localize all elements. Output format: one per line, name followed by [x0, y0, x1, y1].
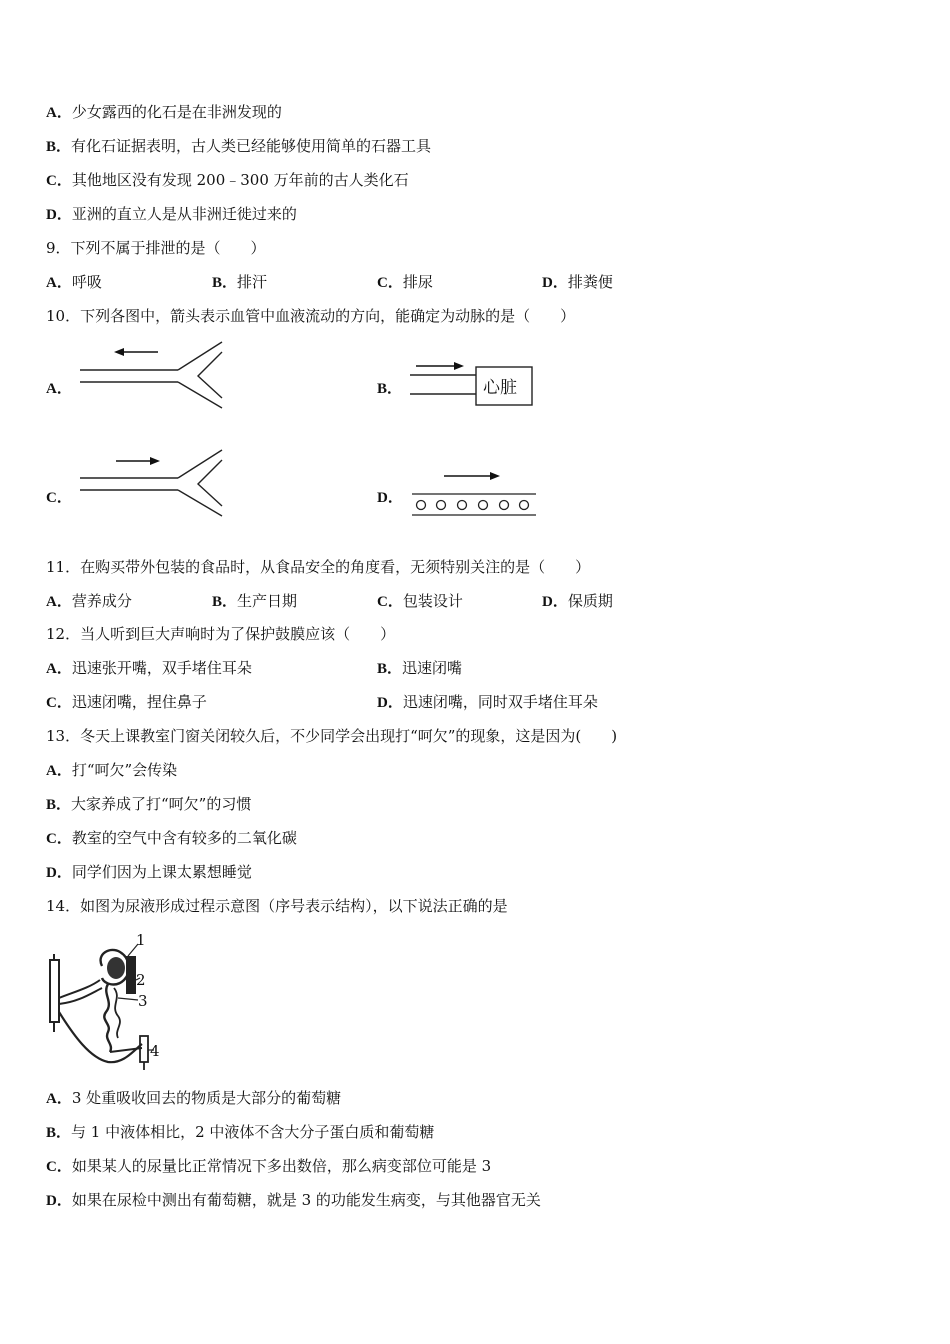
q8-option-d: D．亚洲的直立人是从非洲迁徙过来的: [46, 205, 297, 223]
q10-stem: 10．下列各图中，箭头表示血管中血液流动的方向，能确定为动脉的是（ ）: [46, 307, 576, 325]
q13-option-c: C．教室的空气中含有较多的二氧化碳: [46, 829, 297, 847]
q13-stem: 13．冬天上课教室门窗关闭较久后，不少同学会出现打“呵欠”的现象，这是因为( ): [46, 727, 618, 745]
q8-option-c: C．其他地区没有发现 200﹣300 万年前的古人类化石: [46, 171, 409, 189]
q11-option-c: C．包装设计: [377, 592, 463, 610]
nephron-label-2: 2: [136, 971, 146, 989]
q12-option-b: B．迅速闭嘴: [377, 659, 463, 677]
q11-stem: 11．在购买带外包装的食品时，从食品安全的角度看，无须特别关注的是（ ）: [46, 558, 591, 576]
q14-stem: 14．如图为尿液形成过程示意图（序号表示结构），以下说法正确的是: [46, 897, 508, 915]
q11-option-b: B．生产日期: [212, 592, 298, 610]
q11-option-d: D．保质期: [542, 592, 613, 610]
q14-option-a: A．3 处重吸收回去的物质是大部分的葡萄糖: [46, 1089, 342, 1107]
q14-option-c: C．如果某人的尿量比正常情况下多出数倍，那么病变部位可能是 3: [46, 1157, 492, 1175]
q9-option-d: D．排粪便: [542, 273, 613, 291]
q10-figure-a: [76, 340, 236, 410]
q12-stem: 12．当人听到巨大声响时为了保护鼓膜应该（ ）: [46, 625, 396, 643]
q13-option-a: A．打“呵欠”会传染: [46, 761, 178, 779]
nephron-label-1: 1: [136, 931, 146, 949]
q14-option-b: B．与 1 中液体相比，2 中液体不含大分子蛋白质和葡萄糖: [46, 1123, 435, 1141]
q10-label-a: A．: [46, 381, 72, 397]
q9-option-b: B．排汗: [212, 273, 268, 291]
q12-option-c: C．迅速闭嘴，捏住鼻子: [46, 693, 207, 711]
q8-option-a: A．少女露西的化石是在非洲发现的: [46, 103, 282, 121]
q8-option-b: B．有化石证据表明，古人类已经能够使用简单的石器工具: [46, 137, 432, 155]
q13-option-b: B．大家养成了打“呵欠”的习惯: [46, 795, 252, 813]
q10-label-d: D．: [377, 490, 403, 506]
heart-label: 心脏: [483, 378, 517, 398]
q10-figure-c: [76, 448, 236, 518]
q13-option-d: D．同学们因为上课太累想睡觉: [46, 863, 252, 881]
q10-label-c: C．: [46, 490, 72, 506]
q10-label-b: B．: [377, 381, 403, 397]
nephron-label-4: 4: [150, 1042, 160, 1060]
nephron-label-3: 3: [138, 992, 148, 1010]
q10-figure-b: [408, 358, 538, 410]
q9-stem: 9．下列不属于排泄的是（ ）: [46, 239, 266, 257]
q12-option-a: A．迅速张开嘴，双手堵住耳朵: [46, 659, 252, 677]
q10-figure-d: [408, 466, 543, 520]
q14-option-d: D．如果在尿检中测出有葡萄糖，就是 3 的功能发生病变，与其他器官无关: [46, 1191, 541, 1209]
q11-option-a: A．营养成分: [46, 592, 132, 610]
q12-option-d: D．迅速闭嘴，同时双手堵住耳朵: [377, 693, 598, 711]
q9-option-c: C．排尿: [377, 273, 433, 291]
q9-option-a: A．呼吸: [46, 273, 102, 291]
